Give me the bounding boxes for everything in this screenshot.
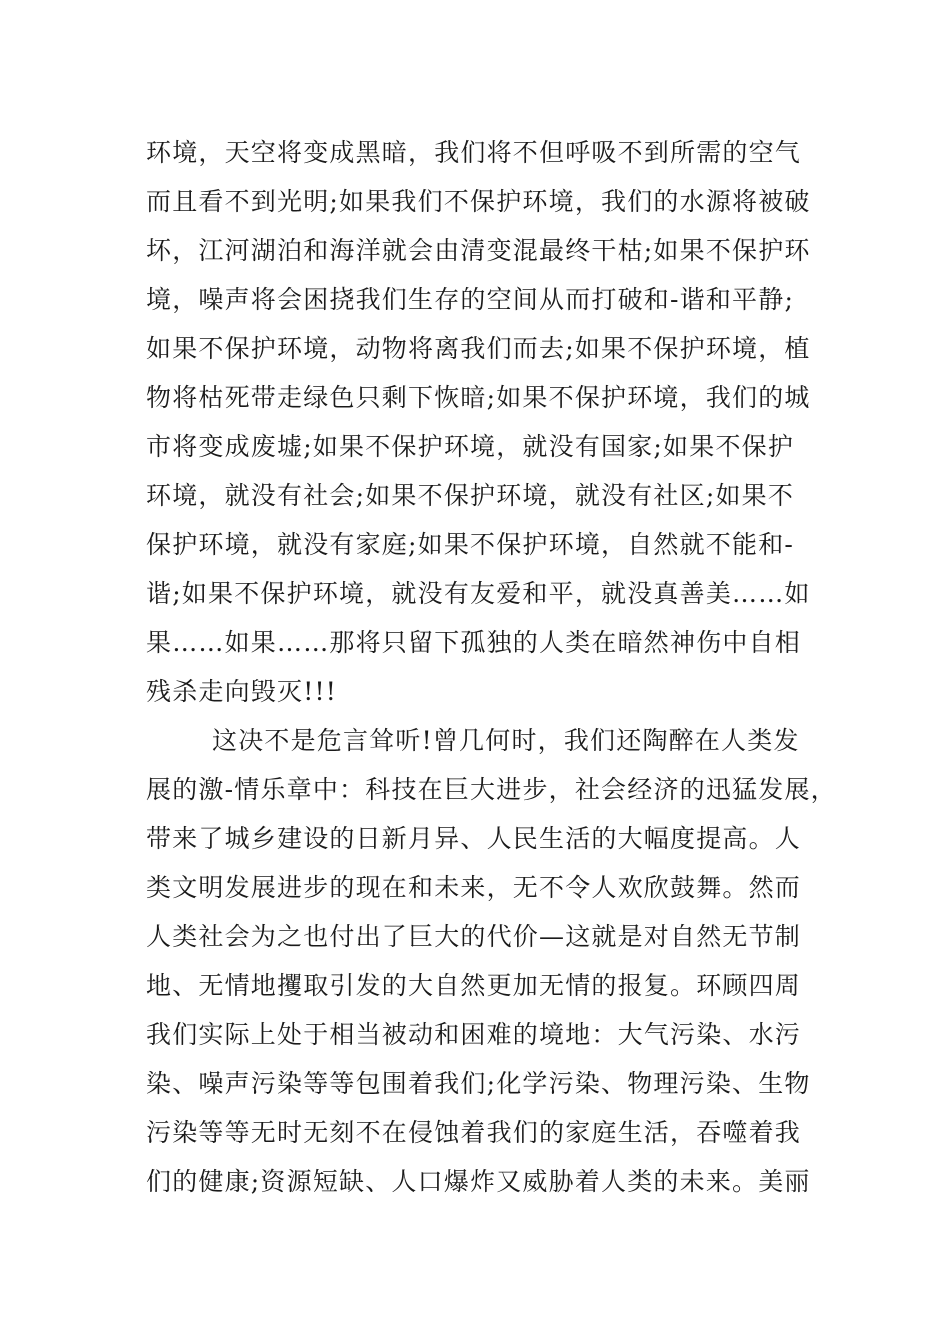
text-line: 物将枯死带走绿色只剩下恢暗;如果不保护环境，我们的城 [146,383,811,412]
text-line: 人类社会为之也付出了巨大的代价—这就是对自然无节制 [146,922,802,951]
text-line: 如果不保护环境，动物将离我们而去;如果不保护环境，植 [146,334,811,363]
text-line: 而且看不到光明;如果我们不保护环境，我们的水源将被破 [146,187,811,216]
paragraph-2 [146,716,837,1206]
body-text [146,128,837,1206]
text-line: 们的健康;资源短缺、人口爆炸又威胁着人类的未来。美丽 [146,1167,811,1196]
text-line: 污染等等无时无刻不在侵蚀着我们的家庭生活，吞噬着我 [146,1118,802,1147]
text-line: 保护环境，就没有家庭;如果不保护环境，自然就不能和- [146,530,795,559]
text-line: 地、无情地攫取引发的大自然更加无情的报复。环顾四周 [146,971,802,1000]
text-line: 境，噪声将会困挠我们生存的空间从而打破和-谐和平静; [146,285,795,314]
text-line: 环境，就没有社会;如果不保护环境，就没有社区;如果不 [146,481,795,510]
paragraph-1 [146,128,826,716]
text-line: 谐;如果不保护环境，就没有友爱和平，就没真善美……如 [146,579,811,608]
text-line: 染、噪声污染等等包围着我们;化学污染、物理污染、生物 [146,1069,811,1098]
text-line: 坏，江河湖泊和海洋就会由清变混最终干枯;如果不保护环 [146,236,811,265]
text-line: 带来了城乡建设的日新月异、人民生活的大幅度提高。人 [146,824,802,853]
text-line: 环境，天空将变成黑暗，我们将不但呼吸不到所需的空气 [146,138,802,167]
text-line: 这决不是危言耸听!曾几何时，我们还陶醉在人类发 [212,726,800,755]
text-line: 果……如果……那将只留下孤独的人类在暗然神伤中自相 [146,628,802,657]
text-line: 展的激-情乐章中：科技在巨大进步，社会经济的迅猛发展， [146,775,837,804]
text-line: 我们实际上处于相当被动和困难的境地：大气污染、水污 [146,1020,802,1049]
text-line: 类文明发展进步的现在和未来，无不令人欢欣鼓舞。然而 [146,873,802,902]
text-line: 市将变成废墟;如果不保护环境，就没有国家;如果不保护 [146,432,795,461]
text-line: 残杀走向毁灭!!! [146,677,337,706]
